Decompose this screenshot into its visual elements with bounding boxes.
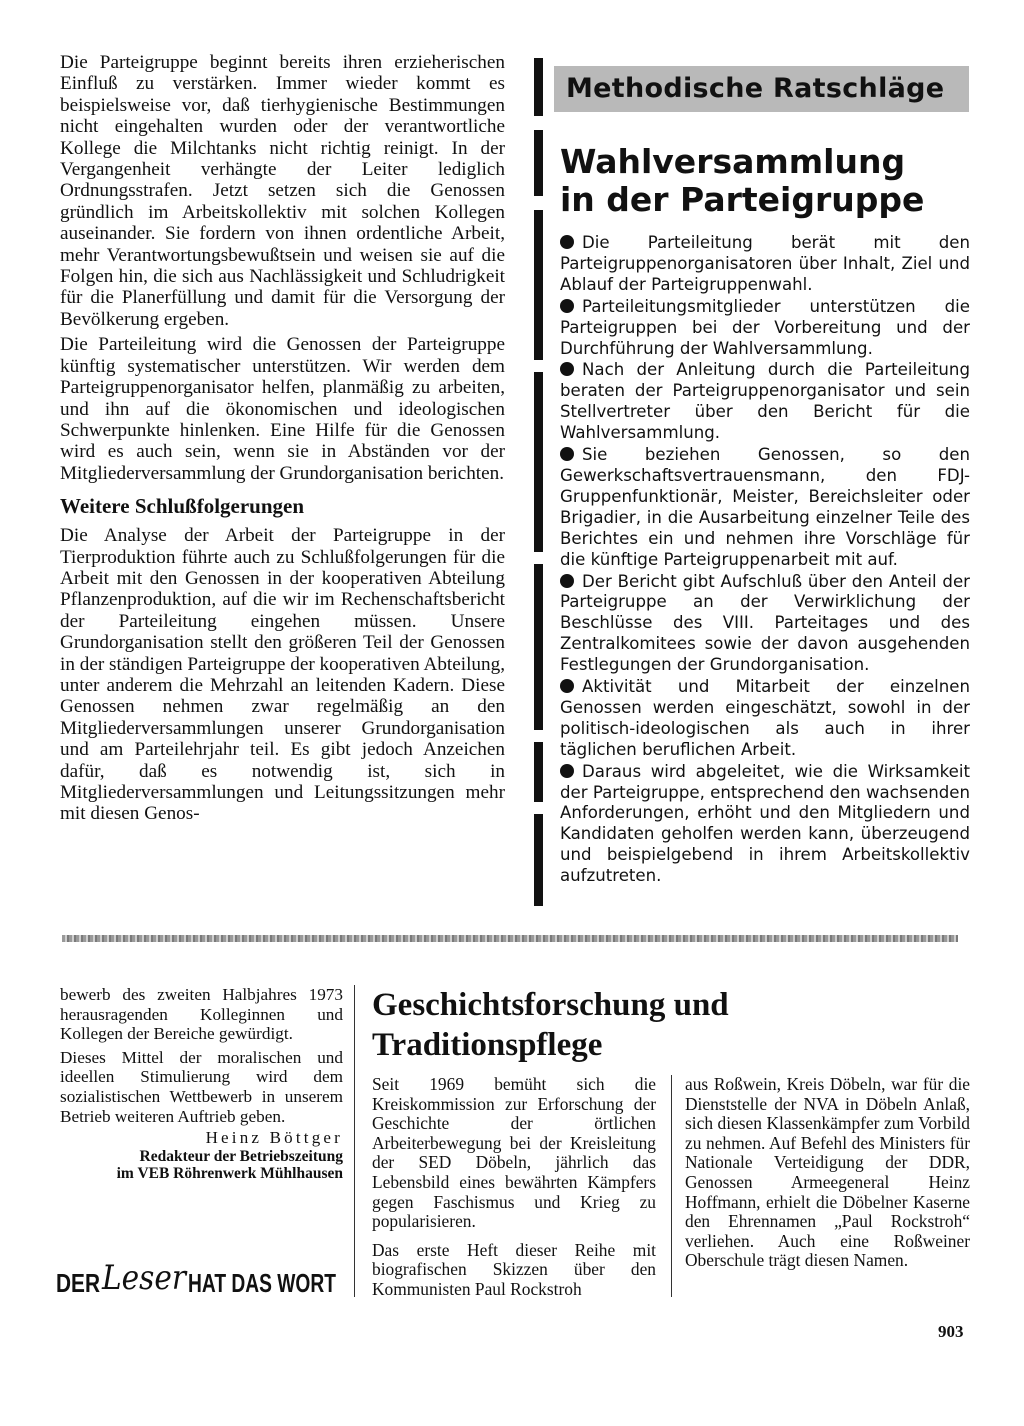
box-bar-4 — [534, 372, 543, 552]
box-bar-7 — [534, 814, 543, 906]
box-bar-5 — [534, 564, 543, 730]
box-bar-1 — [534, 58, 543, 116]
box-title-line-1: Wahlversammlung — [560, 142, 906, 181]
leser-logo — [56, 1255, 338, 1301]
reader-column — [60, 985, 343, 1182]
page-number: 903 — [938, 1322, 964, 1341]
box-bar-3 — [534, 210, 543, 360]
column-rule-2 — [671, 1075, 672, 1297]
author-name: Heinz Böttger — [205, 1128, 343, 1148]
article-title-line-2: Traditionspflege — [372, 1027, 603, 1063]
bullet-icon — [560, 299, 574, 313]
article-title-line-1: Geschichtsforschung und — [372, 987, 729, 1023]
box-bar-2 — [534, 130, 543, 196]
logo-text-leser: Leser — [101, 1258, 188, 1298]
article-paragraph-2: Das erste Heft dieser Reihe mit biografischen Skizzen über den Kommunisten Paul Rockstroh — [372, 1239, 656, 1299]
list-item: Daraus wird abgeleitet, wie die Wirksamkeit der Parteigruppe, entsprechend den wachsenden Anforderungen, erhöht und den Mitgliedern und Kandidaten geholfen werden kann, überzeugend und beispielgebend in ihrem Arbeitskollektiv aufzutreten. — [560, 761, 970, 886]
bullet-icon — [560, 574, 574, 588]
section-banner: Methodische Ratschläge — [554, 66, 969, 112]
list-item: Der Bericht gibt Aufschluß über den Anteil der Parteigruppe an der Verwirklichung der Beschlüsse des VIII. Parteitages und des Zentralkomitees sowie der davon ausgehenden Festlegungen der Grundorganisation. — [560, 571, 970, 675]
bullet-icon — [560, 679, 574, 693]
left-paragraph-3: Die Analyse der Arbeit der Parteigruppe in der Tierproduktion führte auch zu Schlußfolgerungen für die Arbeit mit den Genossen in der kooperativen Abteilung Pflanzenproduktion, auf die wir im Rechenschaftsbericht der Parteileitung eingehen müssen. Unsere Grundorganisation stellt den größeren Teil der Genossen in der ständigen Parteigruppe der kooperativen Abteilung, unter anderem die Mehrzahl an leitenden Kadern. Diese Genossen nehmen zwar regelmäßig an den Mitgliederversammlungen unserer Grundorganisation und am Parteilehrjahr teil. Es gibt jedoch Anzeichen dafür, daß es notwendig ist, sich in Mitgliederversammlungen und Leitungssitzungen mehr mit diesen Genos- — [60, 525, 505, 825]
box-title-line-2: in der Parteigruppe — [560, 180, 925, 219]
subheading: Weitere Schlußfolgerungen — [60, 494, 305, 519]
box-title — [560, 143, 970, 219]
column-rule-1 — [354, 985, 355, 1297]
list-item: Die Parteileitung berät mit den Parteigruppenorganisatoren über Inhalt, Ziel und Ablauf der Parteigruppenwahl. — [560, 233, 970, 294]
advice-list — [560, 233, 970, 888]
bullet-icon — [560, 764, 574, 778]
article-paragraph-1: Seit 1969 bemüht sich die Kreiskommission zur Erforschung der Geschichte der örtlichen Arbeiterbewegung bei der Kreisleitung der SED Döbeln, jährlich das Lebensbild eines bewährten Kämpfers gegen Faschismus und Krieg zu popularisieren. — [372, 1074, 656, 1232]
left-paragraph-2: Die Parteileitung wird die Genossen der Parteigruppe künftig systematischer unterstützen. Wir werden dem Parteigruppenorganisator helfen, planmäßig zu arbeiten, und ihn auf die ökonomischen und ideologischen Schwerpunkte hinlenken. Eine Hilfe für die Genossen wird es auch sein, wenn sie in Abständen vor der Mitgliederversammlung der Grundorganisation berichten. — [60, 334, 505, 484]
list-item: Aktivität und Mitarbeit der einzelnen Genossen werden eingeschätzt, sowohl in der politisch-ideologischen als auch in ihrer täglichen beruflichen Arbeit. — [560, 677, 970, 759]
reader-paragraph-1: bewerb des zweiten Halbjahres 1973 herausragenden Kolleginnen und Kollegen der Bereiche gewürdigt. — [60, 985, 343, 1044]
article-title — [372, 985, 972, 1065]
author-role: Redakteur der Betriebszeitung im VEB Röhrenwerk Mühlhausen — [116, 1147, 343, 1182]
article-column-2 — [685, 1075, 970, 1271]
article-paragraph-3: aus Roßwein, Kreis Döbeln, war für die Dienststelle der NVA in Döbeln Anlaß, sich diesen Klassenkämpfer zum Vorbild zu nehmen. Auf Befehl des Ministers für Nationale Verteidigung der DDR, Genossen Armeegeneral Heinz Hoffmann, erhielt die Döbelner Kaserne den Ehrennamen „Paul Rockstroh“ verliehen. Auch eine Roßweiner Oberschule trägt diesen Namen. — [685, 1074, 970, 1271]
left-column — [60, 52, 505, 825]
bullet-icon — [560, 447, 574, 461]
list-item: Parteileitungsmitglieder unterstützen die Parteigruppen bei der Vorbereitung und der Durchführung der Wahlversammlung. — [560, 296, 970, 358]
left-paragraph-1: Die Parteigruppe beginnt bereits ihren erzieherischen Einfluß zu verstärken. Immer wieder kommt es beispielsweise vor, daß tierhygienische Bestimmungen nicht eingehalten wurden oder der verantwortliche Kollege die Milchtanks nicht richtig reinigt. In der Vergangenheit verhängte der Leiter lediglich Ordnungsstrafen. Jetzt setzen sich die Genossen gründlich im Arbeitskollektiv mit solchen Kollegen auseinander. Sie fordern von ihnen ordentliche Arbeit, mehr Verantwortungsbewußtsein und weisen sie auf die Folgen hin, die sich aus Nachlässigkeit und Schludrigkeit für die Planerfüllung und damit für die Versorgung der Bevölkerung ergeben. — [60, 52, 505, 330]
list-item: Sie beziehen Genossen, so den Gewerkschaftsvertrauensmann, den FDJ-Gruppenfunktionär, Meister, Bereichsleiter oder Brigadier, in die Ausarbeitung einzelner Teile des Berichtes ein und nehmen ihre Vorschläge für die künftige Parteigruppenarbeit mit auf. — [560, 445, 970, 569]
box-bar-6 — [534, 742, 543, 802]
list-item: Nach der Anleitung durch die Parteileitung beraten der Parteigruppenorganisator und sein Stellvertreter über den Bericht für die Wahlversammlung. — [560, 360, 970, 443]
article-column-1 — [372, 1075, 656, 1300]
reader-paragraph-2: Dieses Mittel der moralischen und ideellen Stimulierung wird dem sozialistischen Wettbewerb in unserem Betrieb weiteren Auftrieb geben. — [60, 1047, 343, 1126]
bullet-icon — [560, 362, 574, 376]
logo-text-der: DER — [56, 1268, 101, 1298]
section-divider — [62, 935, 958, 942]
logo-text-hat-das-wort: HAT DAS WORT — [188, 1268, 337, 1298]
bullet-icon — [560, 235, 574, 249]
